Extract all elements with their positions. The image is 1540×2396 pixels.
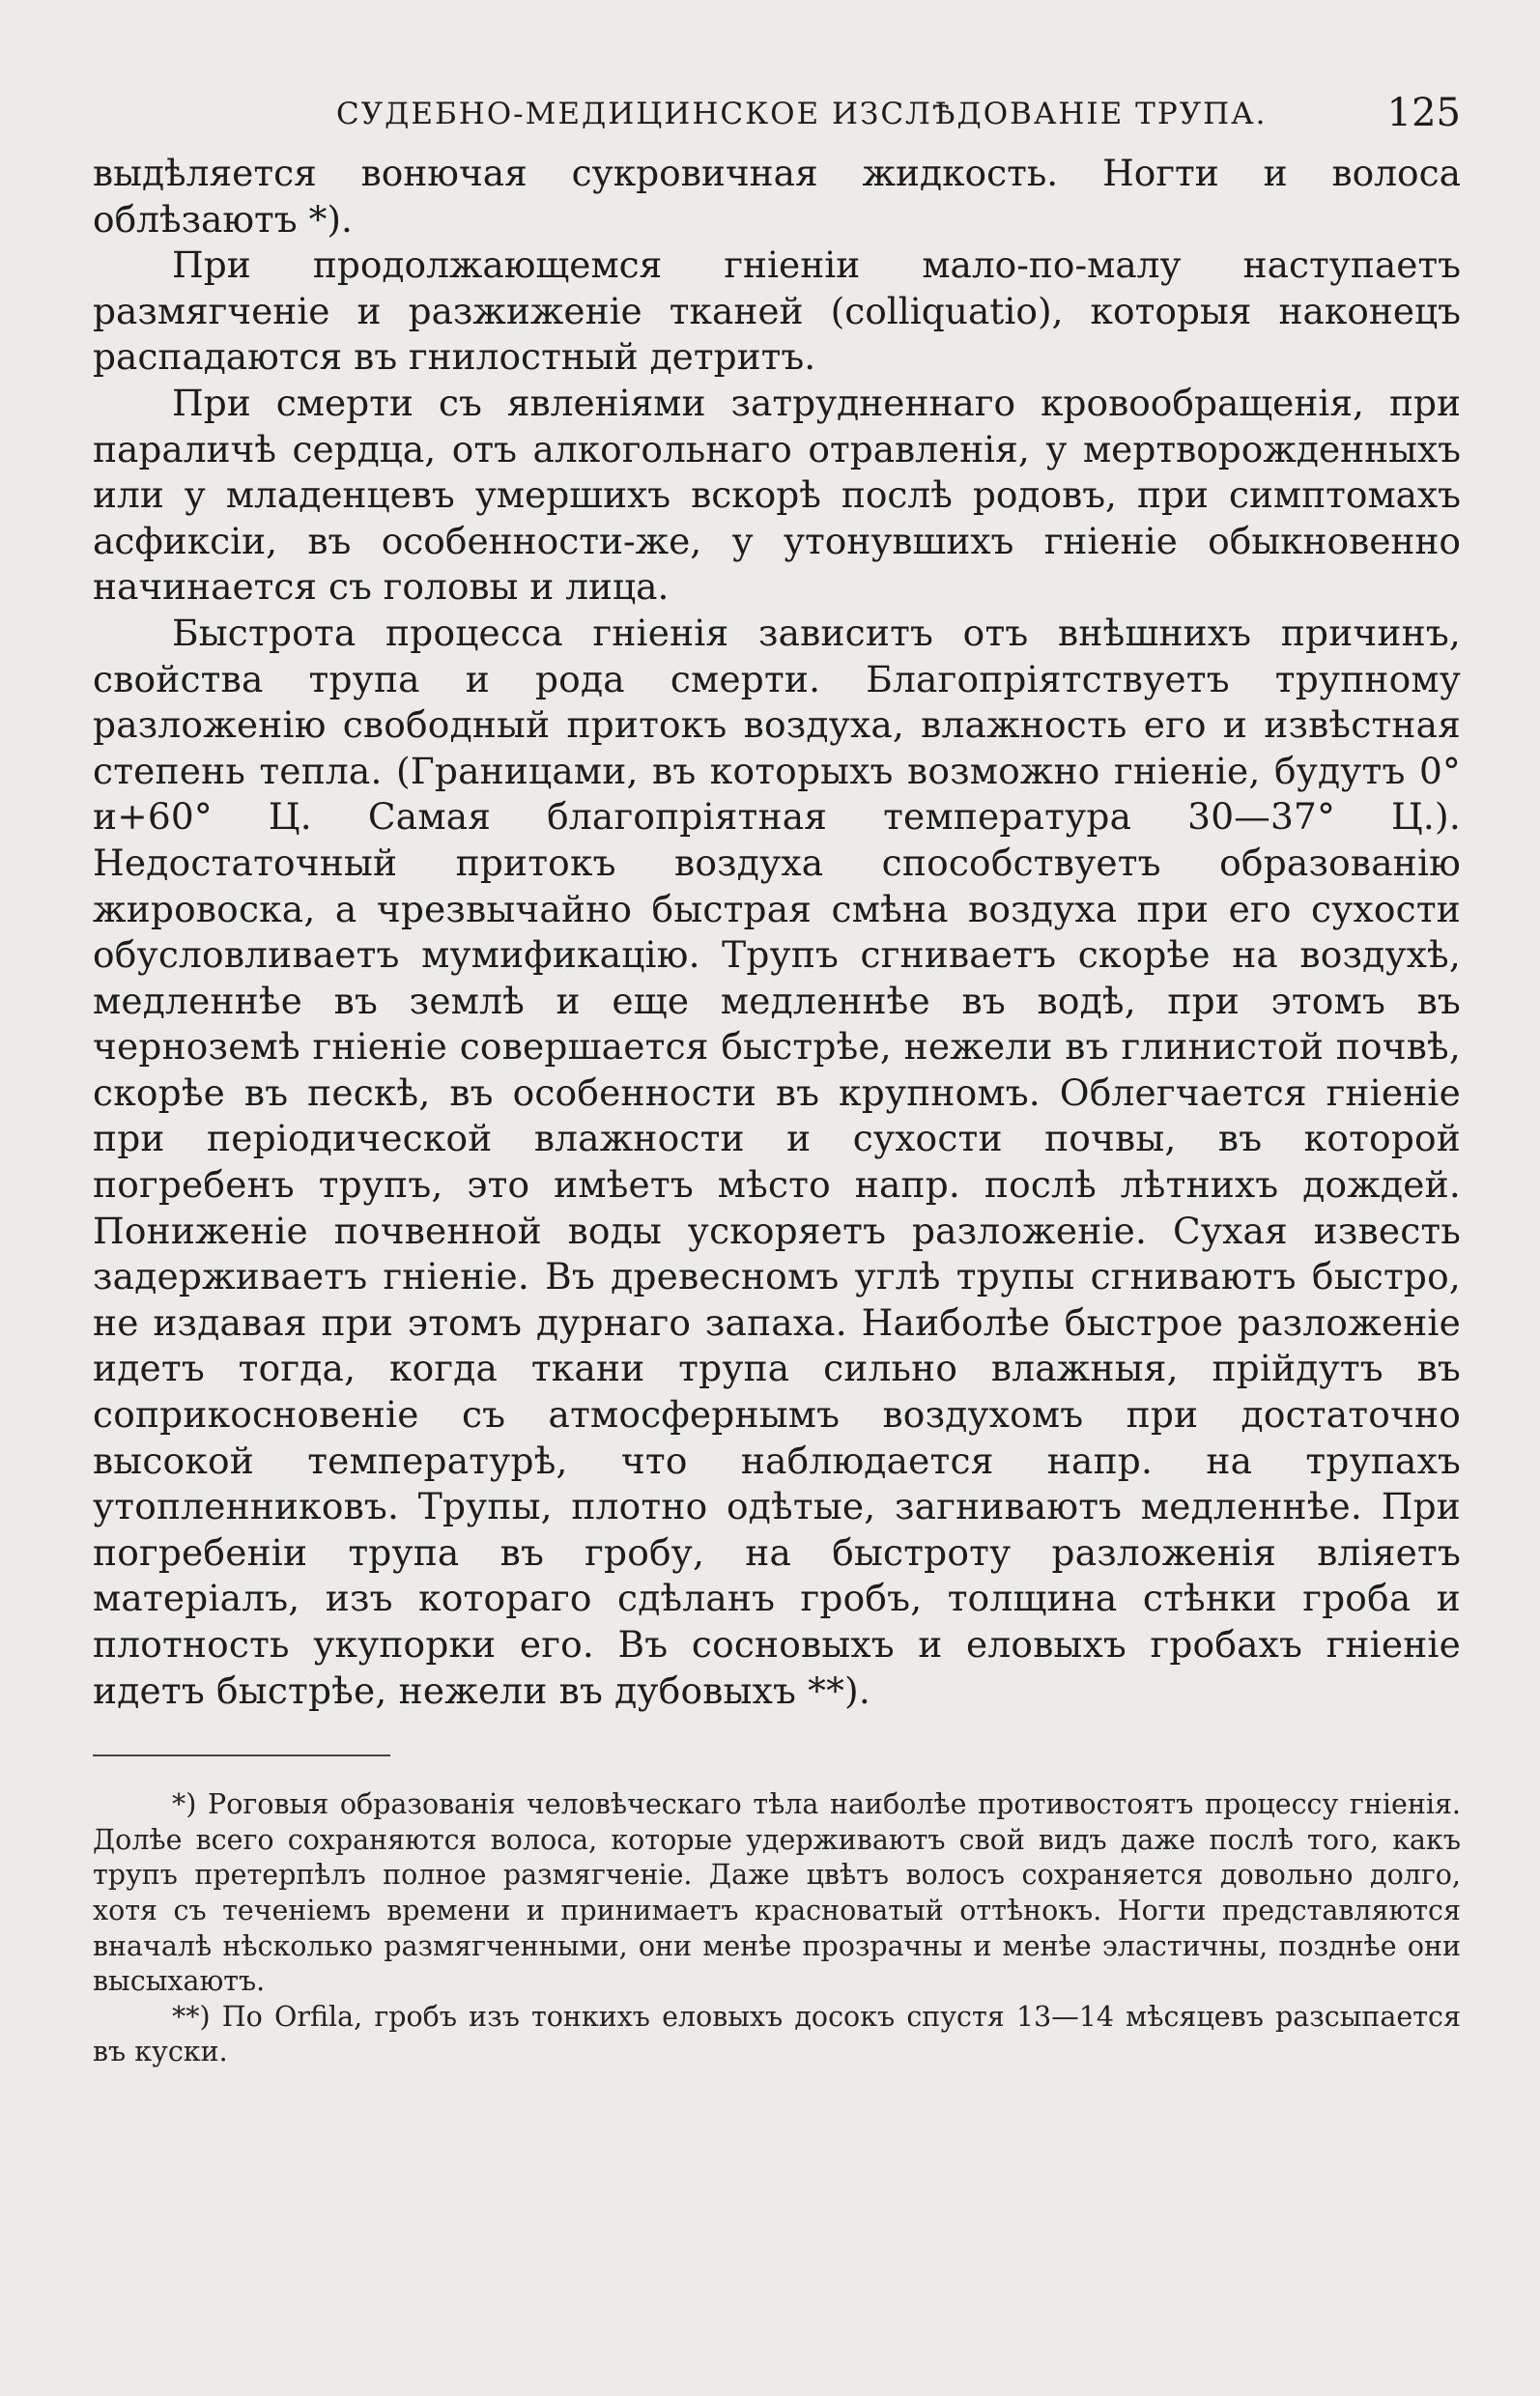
- footnote-2: **) По Orfila, гробъ изъ тонкихъ еловыхъ досокъ спустя 13—14 мѣсяцевъ разсыпается въ куски.: [93, 2000, 1461, 2068]
- page-number: 125: [1386, 91, 1461, 135]
- paragraph-colliquatio: При продолжающемся гніеніи мало-по-малу наступаетъ размягченіе и разжиженіе тканей (colliquatio), которыя наконецъ распадаются въ гнилостный детритъ.: [93, 243, 1461, 379]
- running-title: СУДЕБНО-МЕДИЦИНСКОЕ ИЗСЛѢДОВАНІЕ ТРУПА.: [336, 97, 1268, 131]
- running-head: [93, 89, 1461, 151]
- footnotes: [93, 1787, 1461, 2070]
- paragraph-decay-speed: Быстрота процесса гніенія зависитъ отъ внѣшнихъ причинъ, свойства трупа и рода смерти. Благопріятствуетъ трупному разложенію свободный притокъ воздуха, влажность его и извѣстная степень тепла. (Границами, въ которыхъ возможно гніеніе, будутъ 0° и+60° Ц. Самая благопріятная температура 30—37° Ц.). Недостаточный притокъ воздуха способствуетъ образованію жировоска, а чрезвычайно быстрая смѣна воздуха при его сухости обусловливаетъ мумификацію. Трупъ сгниваетъ скорѣе на воздухѣ, медленнѣе въ землѣ и еще медленнѣе въ водѣ, при этомъ въ черноземѣ гніеніе совершается быстрѣе, нежели въ глинистой почвѣ, скорѣе въ пескѣ, въ особенности въ крупномъ. Облегчается гніеніе при періодической влажности и сухости почвы, въ которой погребенъ трупъ, это имѣетъ мѣсто напр. послѣ лѣтнихъ дождей. Пониженіе почвенной воды ускоряетъ разложеніе. Сухая известь задерживаетъ гніеніе. Въ древесномъ углѣ трупы сгниваютъ быстро, не издавая при этомъ дурнаго запаха. Наиболѣе быстрое разложеніе идетъ тогда, когда ткани трупа сильно влажныя, прійдутъ въ соприкосновеніе съ атмосфернымъ воздухомъ при достаточно высокой температурѣ, что наблюдается напр. на трупахъ утопленниковъ. Трупы, плотно одѣтые, загниваютъ медленнѣе. При погребеніи трупа въ гробу, на быстроту разложенія вліяетъ матеріалъ, изъ котораго сдѣланъ гробъ, толщина стѣнки гроба и плотность укупорки его. Въ сосновыхъ и еловыхъ гробахъ гніеніе идетъ быстрѣе, нежели въ дубовыхъ **).: [93, 611, 1461, 1712]
- footnote-divider: [93, 1754, 390, 1756]
- body-text: [93, 151, 1461, 1714]
- paragraph-head-onset: При смерти съ явленіями затрудненнаго кровообращенія, при параличѣ сердца, отъ алкогольнаго отравленія, у мертворожденныхъ или у младенцевъ умершихъ вскорѣ послѣ родовъ, при симптомахъ асфиксіи, въ особенности-же, у утонувшихъ гніеніе обыкновенно начинается съ головы и лица.: [93, 381, 1461, 609]
- footnote-1: *) Роговыя образованія человѣческаго тѣла наиболѣе противостоятъ процессу гніенія. Долѣе всего сохраняются волоса, которые удерживаютъ свой видъ даже послѣ того, какъ трупъ претерпѣлъ полное размягченіе. Даже цвѣтъ волосъ сохраняется довольно долго, хотя съ теченіемъ времени и принимаетъ красноватый оттѣнокъ. Ногти представляются вначалѣ нѣсколько размягченными, они менѣе прозрачны и менѣе эластичны, позднѣе они высыхаютъ.: [93, 1788, 1461, 1998]
- paragraph-continuation: выдѣляется вонючая сукровичная жидкость. Ногти и волоса облѣзаютъ *).: [93, 152, 1461, 241]
- book-page: [93, 89, 1461, 2070]
